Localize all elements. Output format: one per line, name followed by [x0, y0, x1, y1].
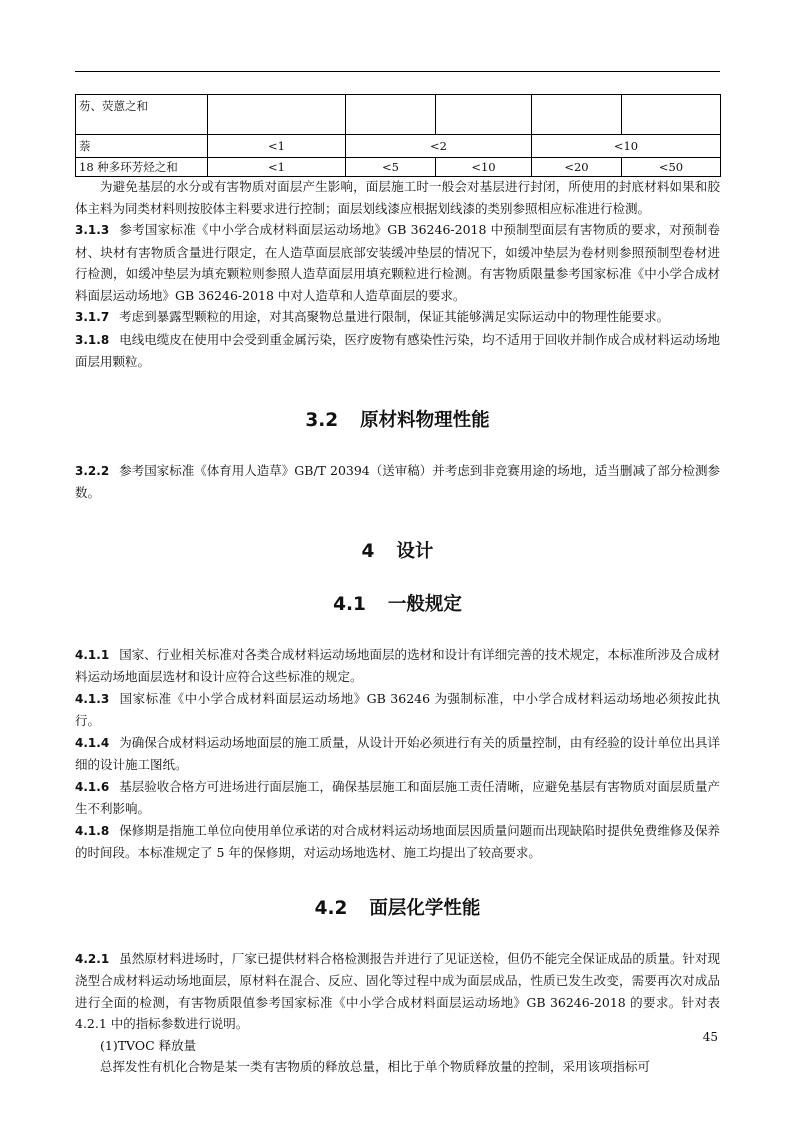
clause-4-1-1 [75, 644, 720, 688]
clause-text: 保修期是指施工单位向使用单位承诺的对合成材料运动场地面层因质量问题而出现缺陷时提供免费维修及保养的时间段。本标准规定了 5 年的保修期，对运动场地选材、施工均提出了较高要求。 [75, 822, 720, 860]
table-cell: <2 [346, 135, 532, 158]
clause-text: 考虑到暴露型颗粒的用途，对其高聚物总量进行限制，保证其能够满足实际运动中的物理性能要求。 [119, 309, 670, 324]
heading-4 [75, 537, 720, 563]
clause-4-1-6 [75, 776, 720, 820]
clause-number: 3.1.3 [75, 223, 110, 237]
clause-3-1-7 [75, 306, 720, 329]
header-rule [75, 71, 720, 72]
clause-3-1-8 [75, 329, 720, 373]
table-row [76, 95, 721, 135]
clause-4-1-8 [75, 820, 720, 864]
clause-text: 虽然原材料进场时，厂家已提供材料合格检测报告并进行了见证送检，但仍不能完全保证成品的质量。针对现浇型合成材料运动场地面层，原材料在混合、反应、固化等过程中成为面层成品，性质已发生改变，需要再次对成品进行全面的检测，有害物质限值参考国家标准《中小学合成材料面层运动场地》GB 36246-2018 的要求。针对表 4.2.1 中的指标参数进行说明。 [75, 950, 720, 1031]
heading-number: 3.2 [305, 409, 339, 431]
clause-text: 为确保合成材料运动场地面层的施工质量，从设计开始必须进行有关的质量控制，由有经验的设计单位出具详细的设计施工图纸。 [75, 734, 720, 772]
clause-3-2-2 [75, 460, 720, 504]
heading-title: 一般规定 [387, 593, 462, 615]
document-body [75, 176, 720, 1078]
clause-number: 4.1.6 [75, 779, 110, 794]
clause-4-1-4 [75, 732, 720, 776]
heading-number: 4.1 [333, 593, 366, 615]
page-number: 45 [702, 1030, 718, 1044]
clause-number: 3.1.7 [75, 310, 110, 324]
heading-3-2 [75, 406, 720, 432]
tvoc-text: 总挥发性有机化合物是某一类有害物质的释放总量，相比于单个物质释放量的控制，采用该项指标可 [100, 1059, 651, 1074]
table-row-label: 萘 [76, 135, 208, 158]
table-row [76, 135, 721, 158]
heading-4-2 [75, 894, 720, 920]
table-cell [208, 95, 346, 135]
table-cell: <10 [436, 158, 532, 177]
clause-text: 参考国家标准《中小学合成材料面层运动场地》GB 36246-2018 中预制型面层有害物质的要求，对预制卷材、块材有害物质含量进行限定，在人造草面层底部安装缓冲垫层的情况下，如缓冲垫层为卷材则参照预制型卷材进行检测，如缓冲垫层为填充颗粒则参照人造草面层用填充颗粒进行检测。有害物质限量参考国家标准《中小学合成材料面层运动场地》GB 36246-2018 中对人造草和人造草面层的要求。 [75, 222, 720, 303]
heading-title: 原材料物理性能 [360, 409, 490, 431]
heading-4-1 [75, 590, 720, 616]
table-cell [436, 95, 532, 135]
table-cell: <20 [532, 158, 622, 177]
clause-4-1-3 [75, 688, 720, 732]
heading-number: 4.2 [314, 897, 348, 919]
table-cell [622, 95, 721, 135]
clause-text: 基层验收合格方可进场进行面层施工，确保基层施工和面层施工责任清晰，应避免基层有害物质对面层质量产生不利影响。 [75, 778, 720, 816]
clause-number: 4.1.8 [75, 823, 110, 838]
tvoc-title: (1)TVOC 释放量 [100, 1037, 197, 1053]
table-cell [346, 95, 436, 135]
table-row-label: 18 种多环芳烃之和 [76, 158, 208, 177]
table-cell: <1 [208, 158, 346, 177]
clause-number: 4.1.4 [75, 735, 110, 750]
clause-number: 4.2.1 [75, 951, 110, 966]
clause-text: 电线电缆皮在使用中会受到重金属污染，医疗废物有感染性污染，均不适用于回收并制作成合成材料运动场地面层用颗粒。 [75, 331, 720, 369]
clause-4-2-1 [75, 948, 720, 1035]
clause-number: 4.1.3 [75, 691, 110, 706]
paragraph-sealing: 为避免基层的水分或有害物质对面层产生影响，面层施工时一般会对基层进行封闭，所使用的封底材料如果和胶体主料为同类材料则按胶体主料要求进行控制；面层划线漆应根据划线漆的类别参照相应标准进行检测。 [75, 179, 720, 216]
table-cell: <10 [532, 135, 721, 158]
table-cell: <1 [208, 135, 346, 158]
heading-title: 设计 [396, 540, 434, 562]
heading-number: 4 [361, 540, 375, 562]
clause-text: 参考国家标准《体育用人造草》GB/T 20394（送审稿）并考虑到非竞赛用途的场地，适当删减了部分检测参数。 [75, 462, 720, 500]
table-cell: <50 [622, 158, 721, 177]
table-cell: <5 [346, 158, 436, 177]
clause-3-1-3 [75, 219, 720, 306]
clause-text: 国家标准《中小学合成材料面层运动场地》GB 36246 为强制标准，中小学合成材料运动场地必须按此执行。 [75, 690, 720, 728]
clause-number: 3.1.8 [75, 332, 110, 347]
clause-text: 国家、行业相关标准对各类合成材料运动场地面层的选材和设计有详细完善的技术规定，本标准所涉及合成材料运动场地面层选材和设计应符合这些标准的规定。 [75, 646, 720, 684]
table-cell [532, 95, 622, 135]
heading-title: 面层化学性能 [369, 897, 481, 919]
limits-table [75, 94, 721, 177]
clause-number: 4.1.1 [75, 647, 110, 662]
table-row-label: 芴、荧蒽之和 [76, 95, 208, 135]
table-row [76, 158, 721, 177]
clause-number: 3.2.2 [75, 463, 110, 478]
